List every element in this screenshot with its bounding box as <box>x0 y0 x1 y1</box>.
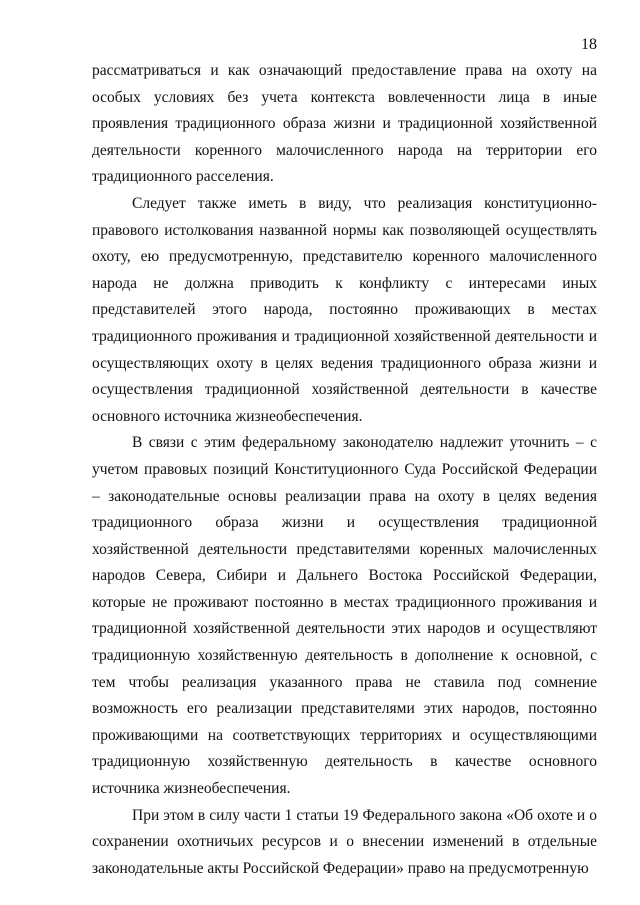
page-number: 18 <box>581 36 597 53</box>
document-body <box>92 58 597 882</box>
paragraph-4: При этом в силу части 1 статьи 19 Федерального закона «Об охоте и о сохранении охотничьих ресурсов и о внесении изменений в отдельные законодательные акты Российской Федерации» право на предусмотренную <box>92 806 597 877</box>
paragraph-continuation: рассматриваться и как означающий предоставление права на охоту на особых условиях без учета контекста вовлеченности лица в иные проявления традиционного образа жизни и традиционной хозяйственной деятельности коренного малочисленного народа на территории его традиционного расселения. <box>92 62 597 186</box>
paragraph-2: Следует также иметь в виду, что реализация конституционно-правового истолкования названной нормы как позволяющей осуществлять охоту, ею предусмотренную, представителю коренного малочисленного народа не должна приводить к конфликту с интересами иных представителей этого народа, постоянно проживающих в местах традиционного проживания и традиционной хозяйственной деятельности и осуществляющих охоту в целях ведения традиционного образа жизни и осуществления традиционной хозяйственной деятельности в качестве основного источника жизнеобеспечения. <box>92 194 597 425</box>
paragraph-3: В связи с этим федеральному законодателю надлежит уточнить – с учетом правовых позиций Конституционного Суда Российской Федерации – законодательные основы реализации права на охоту в целях ведения традиционного образа жизни и осуществления традиционной хозяйственной деятельности представителями коренных малочисленных народов Севера, Сибири и Дальнего Востока Российской Федерации, которые не проживают постоянно в местах традиционного проживания и традиционной хозяйственной деятельности этих народов и осуществляют традиционную хозяйственную деятельность в дополнение к основной, с тем чтобы реализация указанного права не ставила под сомнение возможность его реализации представителями этих народов, постоянно проживающими на соответствующих территориях и осуществляющими традиционную хозяйственную деятельность в качестве основного источника жизнеобеспечения. <box>92 434 597 798</box>
